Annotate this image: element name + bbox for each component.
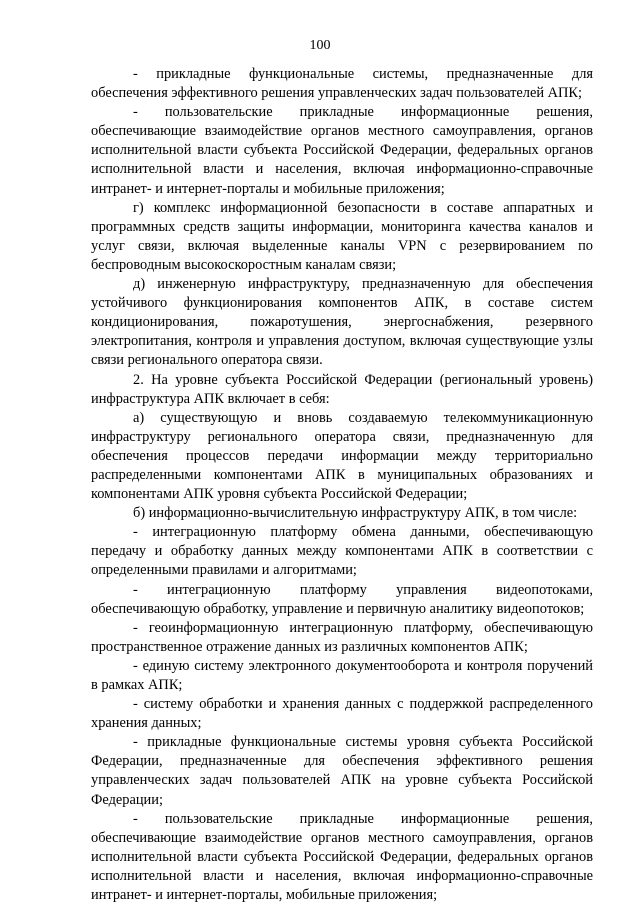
paragraph-data-exchange-platform: - интеграционную платформу обмена данными, обеспечивающую передачу и обработку данных между компонентами АПК в соответствии с определенными правилами и алгоритмами; — [91, 524, 593, 579]
paragraph-data-storage-system: - систему обработки и хранения данных с поддержкой распределенного хранения данных; — [91, 696, 593, 732]
paragraph-regional-functional-systems: - прикладные функциональные системы уровня субъекта Российской Федерации, предназначенные для обеспечения эффективного решения управленческих задач пользователей АПК на уровне субъекта Российской Федерации; — [91, 734, 593, 808]
paragraph-document-management-system: - единую систему электронного документооборота и контроля поручений в рамках АПК; — [91, 657, 593, 693]
paragraph-telecom-infrastructure: а) существующую и вновь создаваемую телекоммуникационную инфраструктуру регионального оператора связи, предназначенную для обеспечения процессов передачи информации между территориально распределенными компонентами АПК в муниципальных образованиях и компонентами АПК уровня субъекта Российской Федерации; — [91, 409, 593, 503]
document-body — [91, 65, 593, 905]
paragraph-user-applied-solutions: - пользовательские прикладные информационные решения, обеспечивающие взаимодействие органов местного самоуправления, органов исполнительной власти субъекта Российской Федерации, федеральных органов исполнительной власти и населения, включая информационно-справочные интранет- и интернет-порталы и мобильные приложения; — [91, 104, 593, 197]
paragraph-information-security-complex: г) комплекс информационной безопасности в составе аппаратных и программных средств защиты информации, мониторинга качества каналов и услуг связи, включая выделенные каналы VPN с резервированием по беспроводным высокоскоростным каналам связи; — [91, 199, 593, 273]
paragraph-regional-level-intro: 2. На уровне субъекта Российской Федерации (региональный уровень) инфраструктура АПК включает в себя: — [91, 371, 593, 407]
paragraph-video-stream-platform: - интеграционную платформу управления видеопотоками, обеспечивающую обработку, управление и первичную аналитику видеопотоков; — [91, 581, 593, 617]
paragraph-engineering-infrastructure: д) инженерную инфраструктуру, предназначенную для обеспечения устойчивого функционирования компонентов АПК, в составе систем кондиционирования, пожаротушения, энергоснабжения, резервного электропитания, контроля и управления доступом, включая существующие узлы связи регионального оператора связи. — [91, 276, 593, 369]
paragraph-geoinformation-platform: - геоинформационную интеграционную платформу, обеспечивающую пространственное отражение данных из различных компонентов АПК; — [91, 619, 593, 655]
page-number: 100 — [309, 38, 331, 53]
paragraph-regional-user-solutions: - пользовательские прикладные информационные решения, обеспечивающие взаимодействие органов местного самоуправления, органов исполнительной власти субъекта Российской Федерации, федеральных органов исполнительной власти и населения, включая информационно-справочные интранет- и интернет-порталы, мобильные приложения; — [91, 810, 593, 904]
paragraph-applied-functional-systems: - прикладные функциональные системы, предназначенные для обеспечения эффективного решения управленческих задач пользователей АПК; — [91, 66, 593, 102]
paragraph-computing-infrastructure: б) информационно-вычислительную инфраструктуру АПК, в том числе: — [133, 505, 578, 522]
